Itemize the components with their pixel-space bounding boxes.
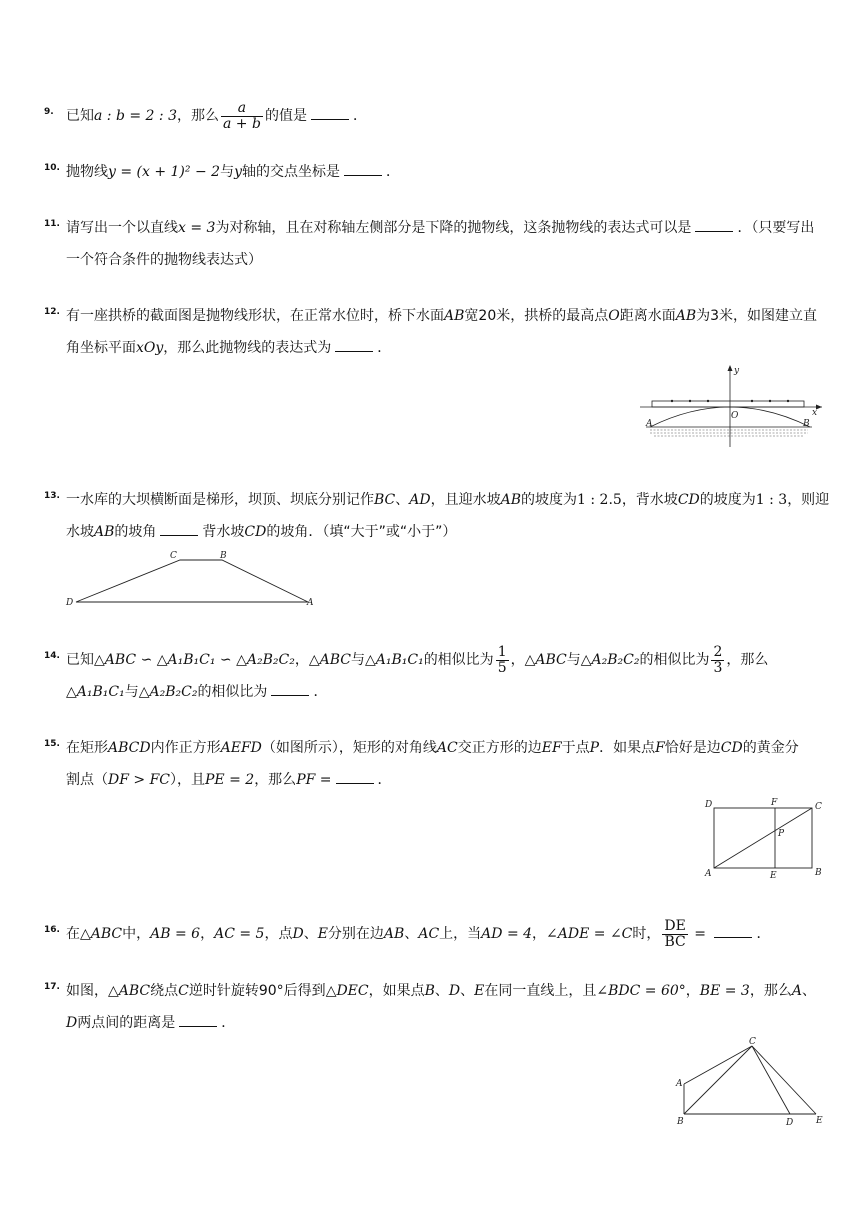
q-math: ABCD <box>108 740 151 756</box>
label-B: B <box>803 419 810 429</box>
q-math: a : b = 2 : 3 <box>94 108 177 124</box>
q-text: 有一座拱桥的截面图是抛物线形状，在正常水位时，桥下水面 <box>66 308 444 324</box>
q-text: 为3米，如图建立直 <box>696 308 818 324</box>
q-math: CD <box>677 492 700 508</box>
q-math: D <box>66 1015 78 1031</box>
q-text: 如图， <box>66 983 108 999</box>
q-text: 、 <box>434 983 449 999</box>
q-text: 为对称轴，且在对称轴左侧部分是下降的抛物线，这条抛物线的表达式可以是 <box>215 220 692 236</box>
q-math: PF = <box>296 772 332 788</box>
q-text: 的相似比为 <box>197 684 268 700</box>
label-B: B <box>677 1117 684 1127</box>
q-text: ． <box>377 340 392 356</box>
dam-figure <box>64 548 324 610</box>
q-text: 、 <box>801 983 816 999</box>
q-text: ），且 <box>170 772 205 788</box>
q-text: ． <box>352 108 367 124</box>
q-text: 逆时针旋转90°后得到 <box>188 983 326 999</box>
q-text: 两点间的距离是 <box>77 1015 176 1031</box>
q-math: 1 : 2.5 <box>577 492 622 508</box>
q-math: PE = 2 <box>205 772 255 788</box>
q-math: AB <box>444 308 465 324</box>
label-A: A <box>676 1079 683 1089</box>
bridge-deck <box>652 401 804 407</box>
denominator: 5 <box>497 659 507 676</box>
label-A: A <box>307 598 314 608</box>
denominator: 3 <box>713 659 723 676</box>
question-15 <box>44 732 834 796</box>
question-10 <box>44 156 834 188</box>
q-text: 的坡度为 <box>521 492 578 508</box>
question-16: 16. 在△ABC中，AB = 6，AC = 5，点D、E分别在边AB、AC上，当AD = 4，∠ADE = ∠C时， $\frac{DE}{BC}$ = ． <box>44 918 834 950</box>
q-text: ．（只要写出 <box>737 220 815 236</box>
q-text: 角坐标平面 <box>66 340 136 356</box>
question-number: 15. <box>44 739 60 749</box>
question-9 <box>44 100 834 132</box>
label-C: C <box>815 802 822 812</box>
q-text: ，则迎 <box>787 492 830 508</box>
y-arrow <box>728 365 733 371</box>
q-math: EF <box>541 740 562 756</box>
q-text: 分别在边 <box>327 926 384 942</box>
q-text: ，如果点 <box>368 983 425 999</box>
q-text: 中， <box>122 926 151 942</box>
fraction <box>711 645 724 676</box>
q-text: ． <box>385 164 400 180</box>
q-math: y <box>234 164 242 180</box>
q-text: 的坡角．（填“大于”或“小于”） <box>266 524 457 540</box>
question-number: 11. <box>44 219 60 229</box>
q-math: A <box>791 983 802 999</box>
q-math: DF > FC <box>108 772 170 788</box>
q-text: 轴的交点坐标是 <box>241 164 340 180</box>
label-F: F <box>771 798 778 808</box>
q-math: AB <box>383 926 405 942</box>
q-text: ，那么 <box>177 108 219 124</box>
q-math: C <box>178 983 189 999</box>
q-text: ，且迎水坡 <box>430 492 501 508</box>
denominator: BC <box>664 933 686 950</box>
q-text: ，那么此抛物线的表达式为 <box>163 340 332 356</box>
q-text: 的值是 <box>264 108 307 124</box>
label-E: E <box>816 1116 823 1126</box>
fraction <box>496 645 509 676</box>
q-math: x = 3 <box>178 220 216 236</box>
q-text: 已知 <box>66 108 94 124</box>
question-number: 9. <box>44 107 54 117</box>
q-text: 、 <box>404 926 419 942</box>
q-math: AC <box>436 740 458 756</box>
rectangle-figure <box>702 796 828 880</box>
q-text: ，那么 <box>726 652 769 668</box>
q-text: 与 <box>350 652 365 668</box>
answer-blank[interactable] <box>344 161 382 176</box>
q-text: 割点（ <box>66 772 108 788</box>
q-math: D <box>448 983 461 999</box>
q-math: F <box>655 740 665 756</box>
q-text: 时， <box>632 926 661 942</box>
question-12 <box>44 300 834 364</box>
label-A: A <box>646 419 653 429</box>
q-text: 水坡 <box>66 524 94 540</box>
label-D: D <box>66 598 74 608</box>
q-text: 抛物线 <box>66 164 108 180</box>
answer-blank[interactable] <box>271 681 309 696</box>
q-text: 绕点 <box>150 983 179 999</box>
q-text: 交正方形的边 <box>457 740 542 756</box>
q-text: 、 <box>303 926 318 942</box>
q-math: △ABC <box>108 983 151 999</box>
q-text: 距离水面 <box>619 308 676 324</box>
q-text: ， <box>532 926 547 942</box>
q-text: 宽20米，拱桥的最高点 <box>464 308 609 324</box>
q-math: CD <box>720 740 743 756</box>
q-text: 一个符合条件的抛物线表达式） <box>66 252 262 268</box>
q-text: 、 <box>395 492 410 508</box>
q-math: ∠BDC = 60° <box>596 983 686 999</box>
q-text: 在 <box>66 926 80 942</box>
q-text: ． <box>313 684 328 700</box>
answer-blank[interactable] <box>179 1012 217 1027</box>
question-number: 16. <box>44 925 60 935</box>
q-math: AD <box>409 492 431 508</box>
q-text: ． <box>221 1015 236 1031</box>
q-math: D <box>292 926 304 942</box>
q-text: 的相似比为 <box>423 652 494 668</box>
segment-CB <box>684 1046 752 1114</box>
denominator: a + b <box>223 115 261 132</box>
q-math: △A₁B₁C₁ <box>66 684 125 700</box>
q-math: O <box>608 308 620 324</box>
answer-blank[interactable] <box>160 521 198 536</box>
q-text: ．如果点 <box>599 740 656 756</box>
q-text: 的黄金分 <box>742 740 799 756</box>
q-text: 与 <box>566 652 581 668</box>
q-text: 背水坡 <box>202 524 245 540</box>
q-math: 1 : 3 <box>755 492 788 508</box>
label-B: B <box>220 551 227 561</box>
numerator: 1 <box>497 643 507 660</box>
q-math: AB <box>500 492 522 508</box>
q-text: ，点 <box>264 926 293 942</box>
question-13 <box>44 484 834 548</box>
question-17 <box>44 975 834 1039</box>
bridge-figure <box>640 365 826 450</box>
q-math: △ABC <box>80 926 123 942</box>
answer-blank[interactable] <box>335 337 373 352</box>
q-text: ， <box>685 983 700 999</box>
answer-blank[interactable] <box>311 105 349 120</box>
q-text: ， <box>200 926 215 942</box>
q-text: ，那么 <box>254 772 297 788</box>
diagonal-AC <box>714 808 812 868</box>
q-text: （如图所示），矩形的对角线 <box>261 740 437 756</box>
trapezoid <box>76 560 308 602</box>
numerator: a <box>221 101 263 117</box>
q-math: CD <box>244 524 267 540</box>
q-text: 的坡度为 <box>699 492 756 508</box>
q-math: ∠ADE = ∠C <box>546 926 633 942</box>
q-math: △A₂B₂C₂ <box>580 652 640 668</box>
label-A: A <box>705 869 712 879</box>
q-math: AD = 4 <box>481 926 533 942</box>
label-D: D <box>705 800 713 810</box>
q-math: BC <box>374 492 396 508</box>
numerator: DE <box>664 917 686 934</box>
q-text: 与 <box>220 164 235 180</box>
question-number: 14. <box>44 651 60 661</box>
q-text: 的相似比为 <box>639 652 710 668</box>
q-math: AB <box>675 308 697 324</box>
question-number: 10. <box>44 163 60 173</box>
q-text: ． <box>756 926 771 942</box>
q-text: 请写出一个以直线 <box>66 220 178 236</box>
q-text: ， <box>510 652 525 668</box>
label-C: C <box>170 551 177 561</box>
fraction <box>221 101 263 132</box>
q-math: △ABC <box>524 652 567 668</box>
label-O: O <box>731 411 739 421</box>
q-text: 于点 <box>561 740 590 756</box>
q-math: AB <box>94 524 115 540</box>
q-math: P <box>589 740 600 756</box>
rotation-figure <box>672 1036 830 1128</box>
q-math: E <box>317 926 328 942</box>
question-number: 13. <box>44 491 60 501</box>
question-11 <box>44 212 834 276</box>
q-text: ，那么 <box>749 983 792 999</box>
label-P: P <box>778 829 785 839</box>
q-math: △ABC ∽ △A₁B₁C₁ ∽ △A₂B₂C₂ <box>94 652 295 668</box>
q-math: AC = 5 <box>214 926 265 942</box>
q-math: △ABC <box>308 652 351 668</box>
answer-blank[interactable] <box>714 923 752 938</box>
q-math: B <box>424 983 435 999</box>
q-math: AB = 6 <box>150 926 201 942</box>
answer-blank[interactable] <box>336 769 374 784</box>
q-math: AC <box>418 926 440 942</box>
answer-blank[interactable] <box>695 217 733 232</box>
label-x: x <box>812 408 818 418</box>
segment-CA <box>684 1046 752 1084</box>
q-text: 一水库的大坝横断面是梯形，坝顶、坝底分别记作 <box>66 492 374 508</box>
question-number: 12. <box>44 307 60 317</box>
q-math: AEFD <box>220 740 262 756</box>
q-math: y = (x + 1)² − 2 <box>108 164 221 180</box>
q-text: 、 <box>460 983 475 999</box>
q-math: △DEC <box>325 983 369 999</box>
q-math: △A₂B₂C₂ <box>138 684 198 700</box>
label-B: B <box>815 868 822 878</box>
q-math: E <box>474 983 485 999</box>
label-E: E <box>770 871 777 881</box>
fraction <box>662 919 687 950</box>
q-text: 的坡角 <box>114 524 157 540</box>
q-math: BE = 3 <box>699 983 750 999</box>
label-y: y <box>734 366 740 376</box>
q-text: ． <box>377 772 392 788</box>
numerator: 2 <box>713 643 723 660</box>
q-math: xOy <box>136 340 164 356</box>
q-text: 在同一直线上，且 <box>484 983 597 999</box>
q-text: 内作正方形 <box>150 740 221 756</box>
question-number: 17. <box>44 982 60 992</box>
q-text: 已知 <box>66 652 94 668</box>
q-text: ，背水坡 <box>621 492 678 508</box>
q-math: △A₁B₁C₁ <box>364 652 424 668</box>
q-text: ， <box>294 652 309 668</box>
q-text: 上，当 <box>439 926 482 942</box>
label-C: C <box>749 1037 756 1047</box>
q-text: 与 <box>124 684 139 700</box>
q-text: 在矩形 <box>66 740 108 756</box>
label-D: D <box>786 1118 794 1128</box>
question-14 <box>44 644 834 708</box>
q-text: 恰好是边 <box>664 740 721 756</box>
